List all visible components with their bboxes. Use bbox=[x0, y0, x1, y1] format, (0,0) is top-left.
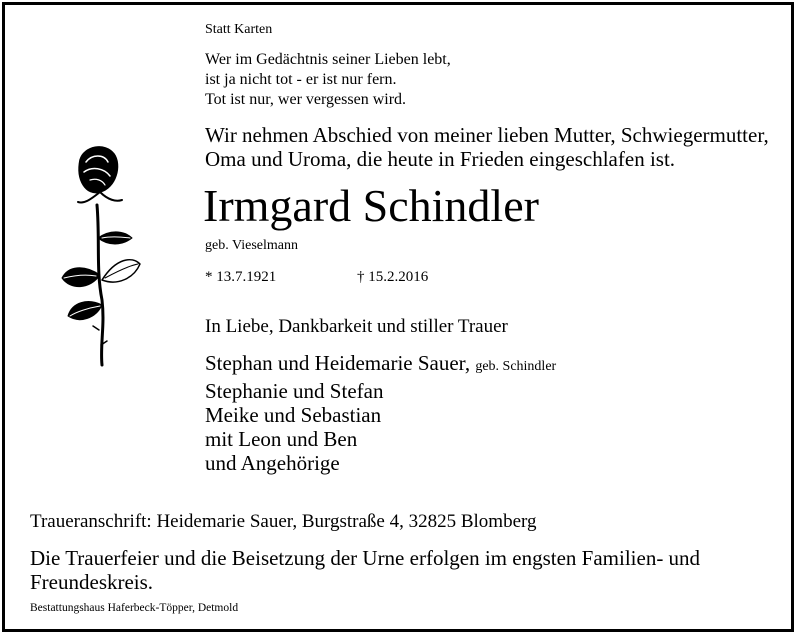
ceremony-line: Freundeskreis. bbox=[30, 570, 154, 594]
ceremony-line: Die Trauerfeier und die Beisetzung der Urne erfolgen im engsten Familien- und bbox=[30, 546, 701, 570]
rose-icon bbox=[50, 140, 150, 370]
deceased-name: Irmgard Schindler bbox=[203, 180, 539, 231]
quote-block bbox=[205, 50, 451, 110]
family-block bbox=[205, 351, 556, 475]
family-line-main: Stephan und Heidemarie Sauer, bbox=[205, 351, 471, 375]
mourning-line: In Liebe, Dankbarkeit und stiller Trauer bbox=[205, 316, 508, 337]
death-date: † 15.2.2016 bbox=[357, 269, 429, 285]
intro-line: Oma und Uroma, die heute in Frieden eingeschlafen ist. bbox=[205, 147, 676, 171]
quote-line: Tot ist nur, wer vergessen wird. bbox=[205, 91, 407, 108]
family-line: mit Leon und Ben bbox=[205, 427, 358, 451]
quote-line: Wer im Gedächtnis seiner Lieben lebt, bbox=[205, 51, 451, 68]
family-line: Meike und Sebastian bbox=[205, 403, 382, 427]
address-line: Traueranschrift: Heidemarie Sauer, Burgstraße 4, 32825 Blomberg bbox=[30, 511, 537, 532]
intro-line: Wir nehmen Abschied von meiner lieben Mutter, Schwiegermutter, bbox=[205, 123, 769, 147]
family-line-sub: geb. Schindler bbox=[475, 359, 557, 374]
intro-block bbox=[205, 123, 769, 171]
ceremony-block bbox=[30, 546, 700, 594]
statt-karten: Statt Karten bbox=[205, 22, 273, 37]
family-line: und Angehörige bbox=[205, 451, 340, 475]
quote-line: ist ja nicht tot - er ist nur fern. bbox=[205, 71, 397, 88]
undertaker: Bestattungshaus Haferbeck-Töpper, Detmold bbox=[30, 602, 239, 614]
family-line: Stephanie und Stefan bbox=[205, 379, 384, 403]
family-line bbox=[205, 351, 556, 379]
maiden-name: geb. Vieselmann bbox=[205, 238, 298, 253]
birth-date: * 13.7.1921 bbox=[205, 269, 277, 285]
